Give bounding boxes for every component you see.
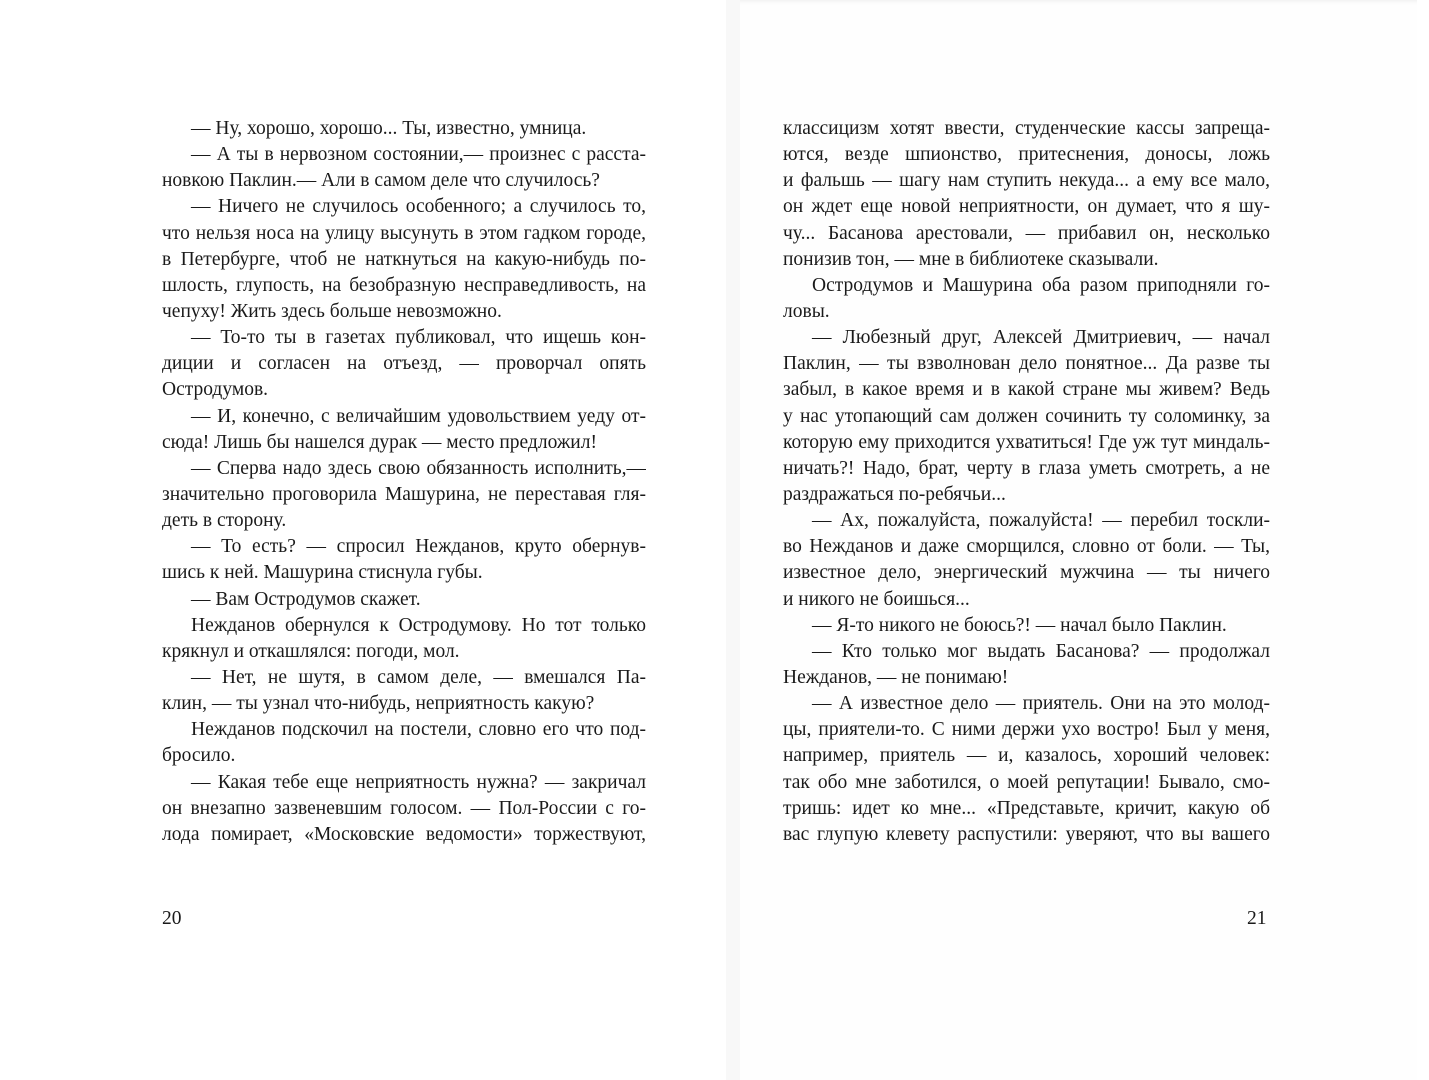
text-line: так обо мне заботился, о моей репутации! Бывало, смо- xyxy=(783,771,1270,793)
text-line: крякнул и откашлялся: погоди, мол. xyxy=(162,640,460,662)
text-line: забыл, в какое время и в какой стране мы живем? Ведь xyxy=(783,379,1270,401)
text-line: — Вам Остродумов скажет. xyxy=(191,588,421,610)
text-line: — Кто только мог выдать Басанова? — продолжал xyxy=(812,640,1270,662)
text-line: которую ему приходится ухватиться! Где уж тут миндаль- xyxy=(783,431,1270,453)
text-line: диции и согласен на отъезд, — проворчал опять xyxy=(162,353,646,375)
left-page-number: 20 xyxy=(162,908,182,929)
text-line: деть в сторону. xyxy=(162,510,287,532)
text-line: — Сперва надо здесь свою обязанность исполнить,— xyxy=(191,457,646,479)
text-line: тришь: идет ко мне... «Представьте, кричит, какую об xyxy=(783,797,1270,819)
right-page xyxy=(740,0,1417,1080)
text-line: лода помирает, «Московские ведомости» торжествуют, xyxy=(162,823,646,845)
text-line: понизив тон, — мне в библиотеке сказывали. xyxy=(783,248,1159,270)
text-line: — Нет, не шутя, в самом деле, — вмешался Па- xyxy=(191,666,646,688)
text-line: — Я-то никого не боюсь?! — начал было Паклин. xyxy=(812,614,1227,636)
text-line: он ждет еще новой неприятности, он думает, что я шу- xyxy=(783,196,1270,218)
text-line: — Ах, пожалуйста, пожалуйста! — перебил тоскли- xyxy=(812,510,1270,532)
text-line: клин, — ты узнал что-нибудь, неприятность какую? xyxy=(162,693,595,715)
text-line: шлость, глупость, на безобразную несправедливость, на xyxy=(162,274,646,296)
text-line: во Нежданов и даже сморщился, словно от боли. — Ты, xyxy=(783,536,1270,558)
text-line: вас глупую клевету распустили: уверяют, что вы вашего xyxy=(783,823,1270,845)
text-line: — А известное дело — приятель. Они на это молод- xyxy=(812,693,1270,715)
text-line: Нежданов обернулся к Остродумову. Но тот только xyxy=(191,614,646,636)
text-line: и никого не боишься... xyxy=(783,588,970,610)
text-line: Остродумов и Машурина оба разом приподняли го- xyxy=(812,274,1270,296)
text-line: чепуху! Жить здесь больше невозможно. xyxy=(162,300,502,322)
text-line: Остродумов. xyxy=(162,379,269,401)
text-line: — А ты в нервозном состоянии,— произнес с расста- xyxy=(191,144,646,166)
text-line: сюда! Лишь бы нашелся дурак — место предложил! xyxy=(162,431,597,453)
text-line: — Какая тебе еще неприятность нужна? — закричал xyxy=(191,771,646,793)
text-line: цы, приятели-то. С ними держи ухо востро! Был у меня, xyxy=(783,719,1270,741)
text-line: ются, везде шпионство, притеснения, доносы, ложь xyxy=(783,144,1270,166)
text-line: — Ничего не случилось особенного; а случилось то, xyxy=(191,196,646,218)
left-page-text xyxy=(162,116,646,848)
text-line: ловы. xyxy=(783,300,830,322)
text-line: раздражаться по-ребячьи... xyxy=(783,483,1006,505)
text-line: Паклин, — ты взволнован дело понятное... Да разве ты xyxy=(783,353,1270,375)
text-line: — И, конечно, с величайшим удовольствием уеду от- xyxy=(191,405,646,427)
text-line: Нежданов подскочил на постели, словно его что под- xyxy=(191,719,646,741)
text-line: новкою Паклин.— Али в самом деле что случилось? xyxy=(162,170,600,192)
text-line: бросило. xyxy=(162,745,236,767)
text-line: классицизм хотят ввести, студенческие кассы запреща- xyxy=(783,118,1270,139)
text-line: — Ну, хорошо, хорошо... Ты, известно, умница. xyxy=(191,118,587,139)
text-line: и фальшь — шагу нам ступить некуда... а ему все мало, xyxy=(783,170,1270,192)
text-line: известное дело, энергический мужчина — ты ничего xyxy=(783,562,1270,584)
text-line: например, приятель — и, казалось, хороший человек: xyxy=(783,745,1270,767)
text-line: чу... Басанова арестовали, — прибавил он, несколько xyxy=(783,222,1270,244)
text-line: ничать?! Надо, брат, черту в глаза уметь смотреть, а не xyxy=(783,457,1270,479)
text-line: у нас утопающий сам должен сочинить ту соломинку, за xyxy=(783,405,1270,427)
text-line: — То-то ты в газетах публиковал, что ищешь кон- xyxy=(191,327,646,349)
text-line: — То есть? — спросил Нежданов, круто обернув- xyxy=(191,536,646,558)
text-line: что нельзя носа на улицу высунуть в этом гадком городе, xyxy=(162,222,646,244)
text-line: он внезапно зазвеневшим голосом. — Пол-России с го- xyxy=(162,797,646,819)
text-line: шись к ней. Машурина стиснула губы. xyxy=(162,562,483,584)
right-page-text xyxy=(783,116,1270,848)
book-gutter xyxy=(726,0,740,1080)
right-page-number: 21 xyxy=(1247,908,1267,929)
text-line: Нежданов, — не понимаю! xyxy=(783,666,1009,688)
text-line: — Любезный друг, Алексей Дмитриевич, — начал xyxy=(812,327,1270,349)
text-line: в Петербурге, чтоб не наткнуться на какую-нибудь по- xyxy=(162,248,646,270)
text-line: значительно проговорила Машурина, не переставая гля- xyxy=(162,483,646,505)
